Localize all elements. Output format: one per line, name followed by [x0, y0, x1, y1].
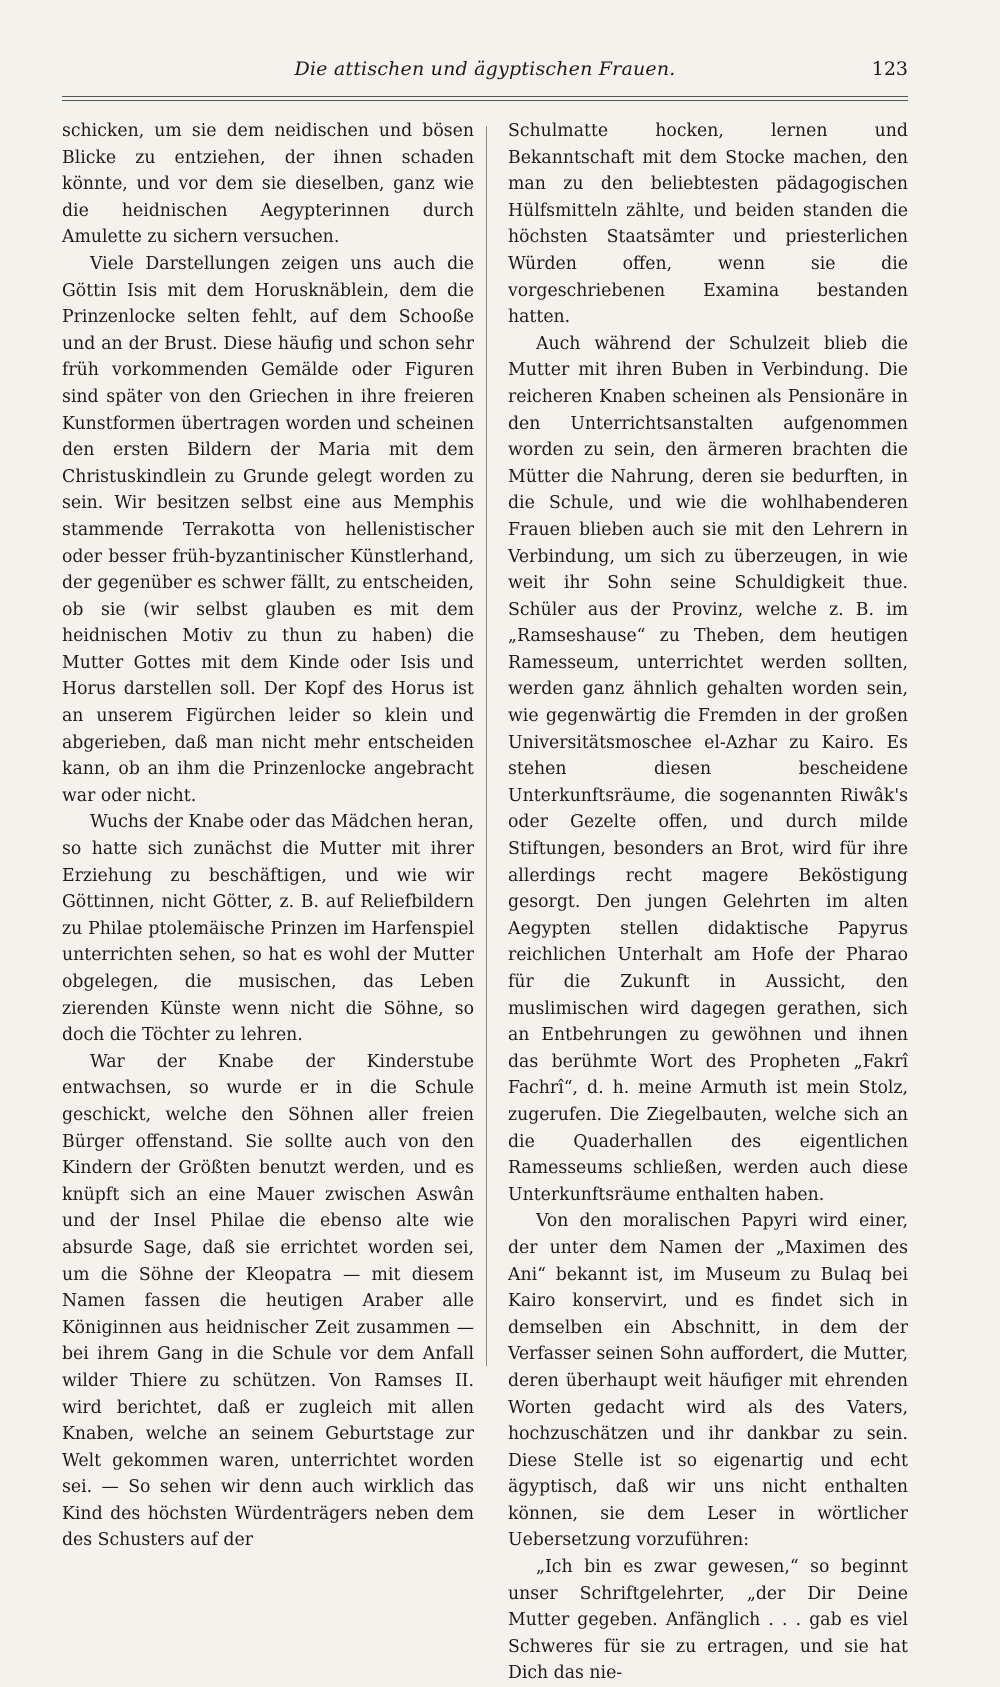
paragraph: schicken, um sie dem neidischen und bösen Blicke zu entziehen, der ihnen schaden könnte, und vor dem sie dieselben, ganz wie die heidnischen Aegypterinnen durch Amulette zu sichern versuchen.	[62, 121, 474, 248]
running-title: Die attischen und ägyptischen Frauen.	[294, 58, 676, 80]
paragraph: „Ich bin es zwar gewesen,“ so beginnt unser Schriftgelehrter, „der Dir Deine Mutter gegeben. Anfänglich . . . gab es viel Schweres für sie zu ertragen, und sie hat Dich das nie-	[508, 1557, 908, 1684]
paragraph: Wuchs der Knabe oder das Mädchen heran, so hatte sich zunächst die Mutter mit ihrer Erziehung zu beschäftigen, und wie wir Göttinnen, nicht Götter, z. B. auf Reliefbildern zu Philae ptolemäische Prinzen im Harfenspiel unterrichten sehen, so hat es wohl der Mutter obgelegen, die musischen, das Leben zierenden Künste wenn nicht die Söhne, so doch die Töchter zu lehren.	[62, 812, 474, 1046]
paragraph: War der Knabe der Kinderstube entwachsen, so wurde er in die Schule geschickt, welche den Söhnen aller freien Bürger offenstand. Sie sollte auch von den Kindern der Größten benutzt werden, und es knüpft sich an eine Mauer zwischen Aswân und der Insel Philae die ebenso alte wie absurde Sage, daß sie errichtet worden sei, um die Söhne der Kleopatra — mit diesem Namen fassen die heutigen Araber alle Königinnen aus heidnischer Zeit zusammen — bei ihrem Gang in die Schule vor dem Anfall wilder Thiere zu schützen. Von Ramses II. wird berichtet, daß er zugleich mit allen Knaben, welche an seinem Geburtstage zur Welt gekommen waren, unterrichtet worden sei. — So sehen wir denn auch wirklich das Kind des höchsten Würdenträgers neben dem des Schusters auf der	[62, 1051, 474, 1551]
page-header	[62, 58, 908, 88]
column-divider	[486, 126, 487, 1366]
paragraph: Schulmatte hocken, lernen und Bekanntschaft mit dem Stocke machen, den man zu den beliebtesten pädagogischen Hülfsmitteln zählte, und beiden standen die höchsten Staatsämter und priesterlichen Würden offen, wenn sie die vorgeschriebenen Examina bestanden hatten.	[508, 121, 908, 328]
paragraph: Viele Darstellungen zeigen uns auch die Göttin Isis mit dem Horusknäblein, dem die Prinzenlocke selten fehlt, auf dem Schooße und an der Brust. Diese häufig und schon sehr früh vorkommenden Gemälde oder Figuren sind später von den Griechen in ihre freieren Kunstformen übertragen worden und scheinen den ersten Bildern der Maria mit dem Christuskindlein zu Grunde gelegt worden zu sein. Wir besitzen selbst eine aus Memphis stammende Terrakotta von hellenistischer oder besser früh-byzantinischer Künstlerhand, der gegenüber es schwer fällt, zu entscheiden, ob sie (wir selbst glauben es mit dem heidnischen Motiv zu thun zu haben) die Mutter Gottes mit dem Kinde oder Isis und Horus darstellen soll. Der Kopf des Horus ist an unserem Figürchen leider so klein und abgerieben, daß man nicht mehr entscheiden kann, ob an ihm die Prinzenlocke angebracht war oder nicht.	[62, 253, 474, 806]
header-rule	[62, 96, 908, 101]
paragraph: Auch während der Schulzeit blieb die Mutter mit ihren Buben in Verbindung. Die reicheren Knaben scheinen als Pensionäre in den Unterrichtsanstalten aufgenommen worden zu sein, den ärmeren brachten die Mütter die Nahrung, deren sie bedurften, in die Schule, und wie die wohlhabenderen Frauen blieben auch sie mit den Lehrern in Verbindung, um sich zu überzeugen, in wie weit ihr Sohn seine Schuldigkeit thue. Schüler aus der Provinz, welche z. B. im „Ramseshause“ zu Theben, dem heutigen Ramesseum, unterrichtet werden sollten, werden ganz ähnlich gehalten worden sein, wie gegenwärtig die Fremden in der großen Universitätsmoschee el-Azhar zu Kairo. Es stehen diesen bescheidene Unterkunftsräume, die sogenannten Riwâk's oder Gezelte offen, und durch milde Stiftungen, besonders an Brot, wird für ihre allerdings recht magere Beköstigung gesorgt. Den jungen Gelehrten im alten Aegypten stellen didaktische Papyrus reichlichen Unterhalt am Hofe der Pharao für die Zukunft in Aussicht, den muslimischen wird dagegen gerathen, sich an Entbehrungen zu gewöhnen und ihnen das berühmte Wort des Propheten „Fakrî Fachrî“, d. h. meine Armuth ist mein Stolz, zugerufen. Die Ziegelbauten, welche sich an die Quaderhallen des eigentlichen Ramesseums schließen, werden auch diese Unterkunftsräume enthalten haben.	[508, 333, 908, 1205]
left-column	[62, 118, 474, 1554]
right-column	[508, 118, 908, 1687]
page-number: 123	[871, 58, 908, 80]
paragraph: Von den moralischen Papyri wird einer, der unter dem Namen der „Maximen des Ani“ bekannt ist, im Museum zu Bulaq bei Kairo konservirt, und es findet sich in demselben ein Abschnitt, in dem der Verfasser seinen Sohn auffordert, die Mutter, deren überhaupt weit häufiger mit ehrenden Worten gedacht wird als des Vaters, hochzuschätzen und ihr dankbar zu sein. Diese Stelle ist so eigenartig und echt ägyptisch, daß wir uns nicht enthalten können, sie dem Leser in wörtlicher Uebersetzung vorzuführen:	[508, 1211, 908, 1551]
